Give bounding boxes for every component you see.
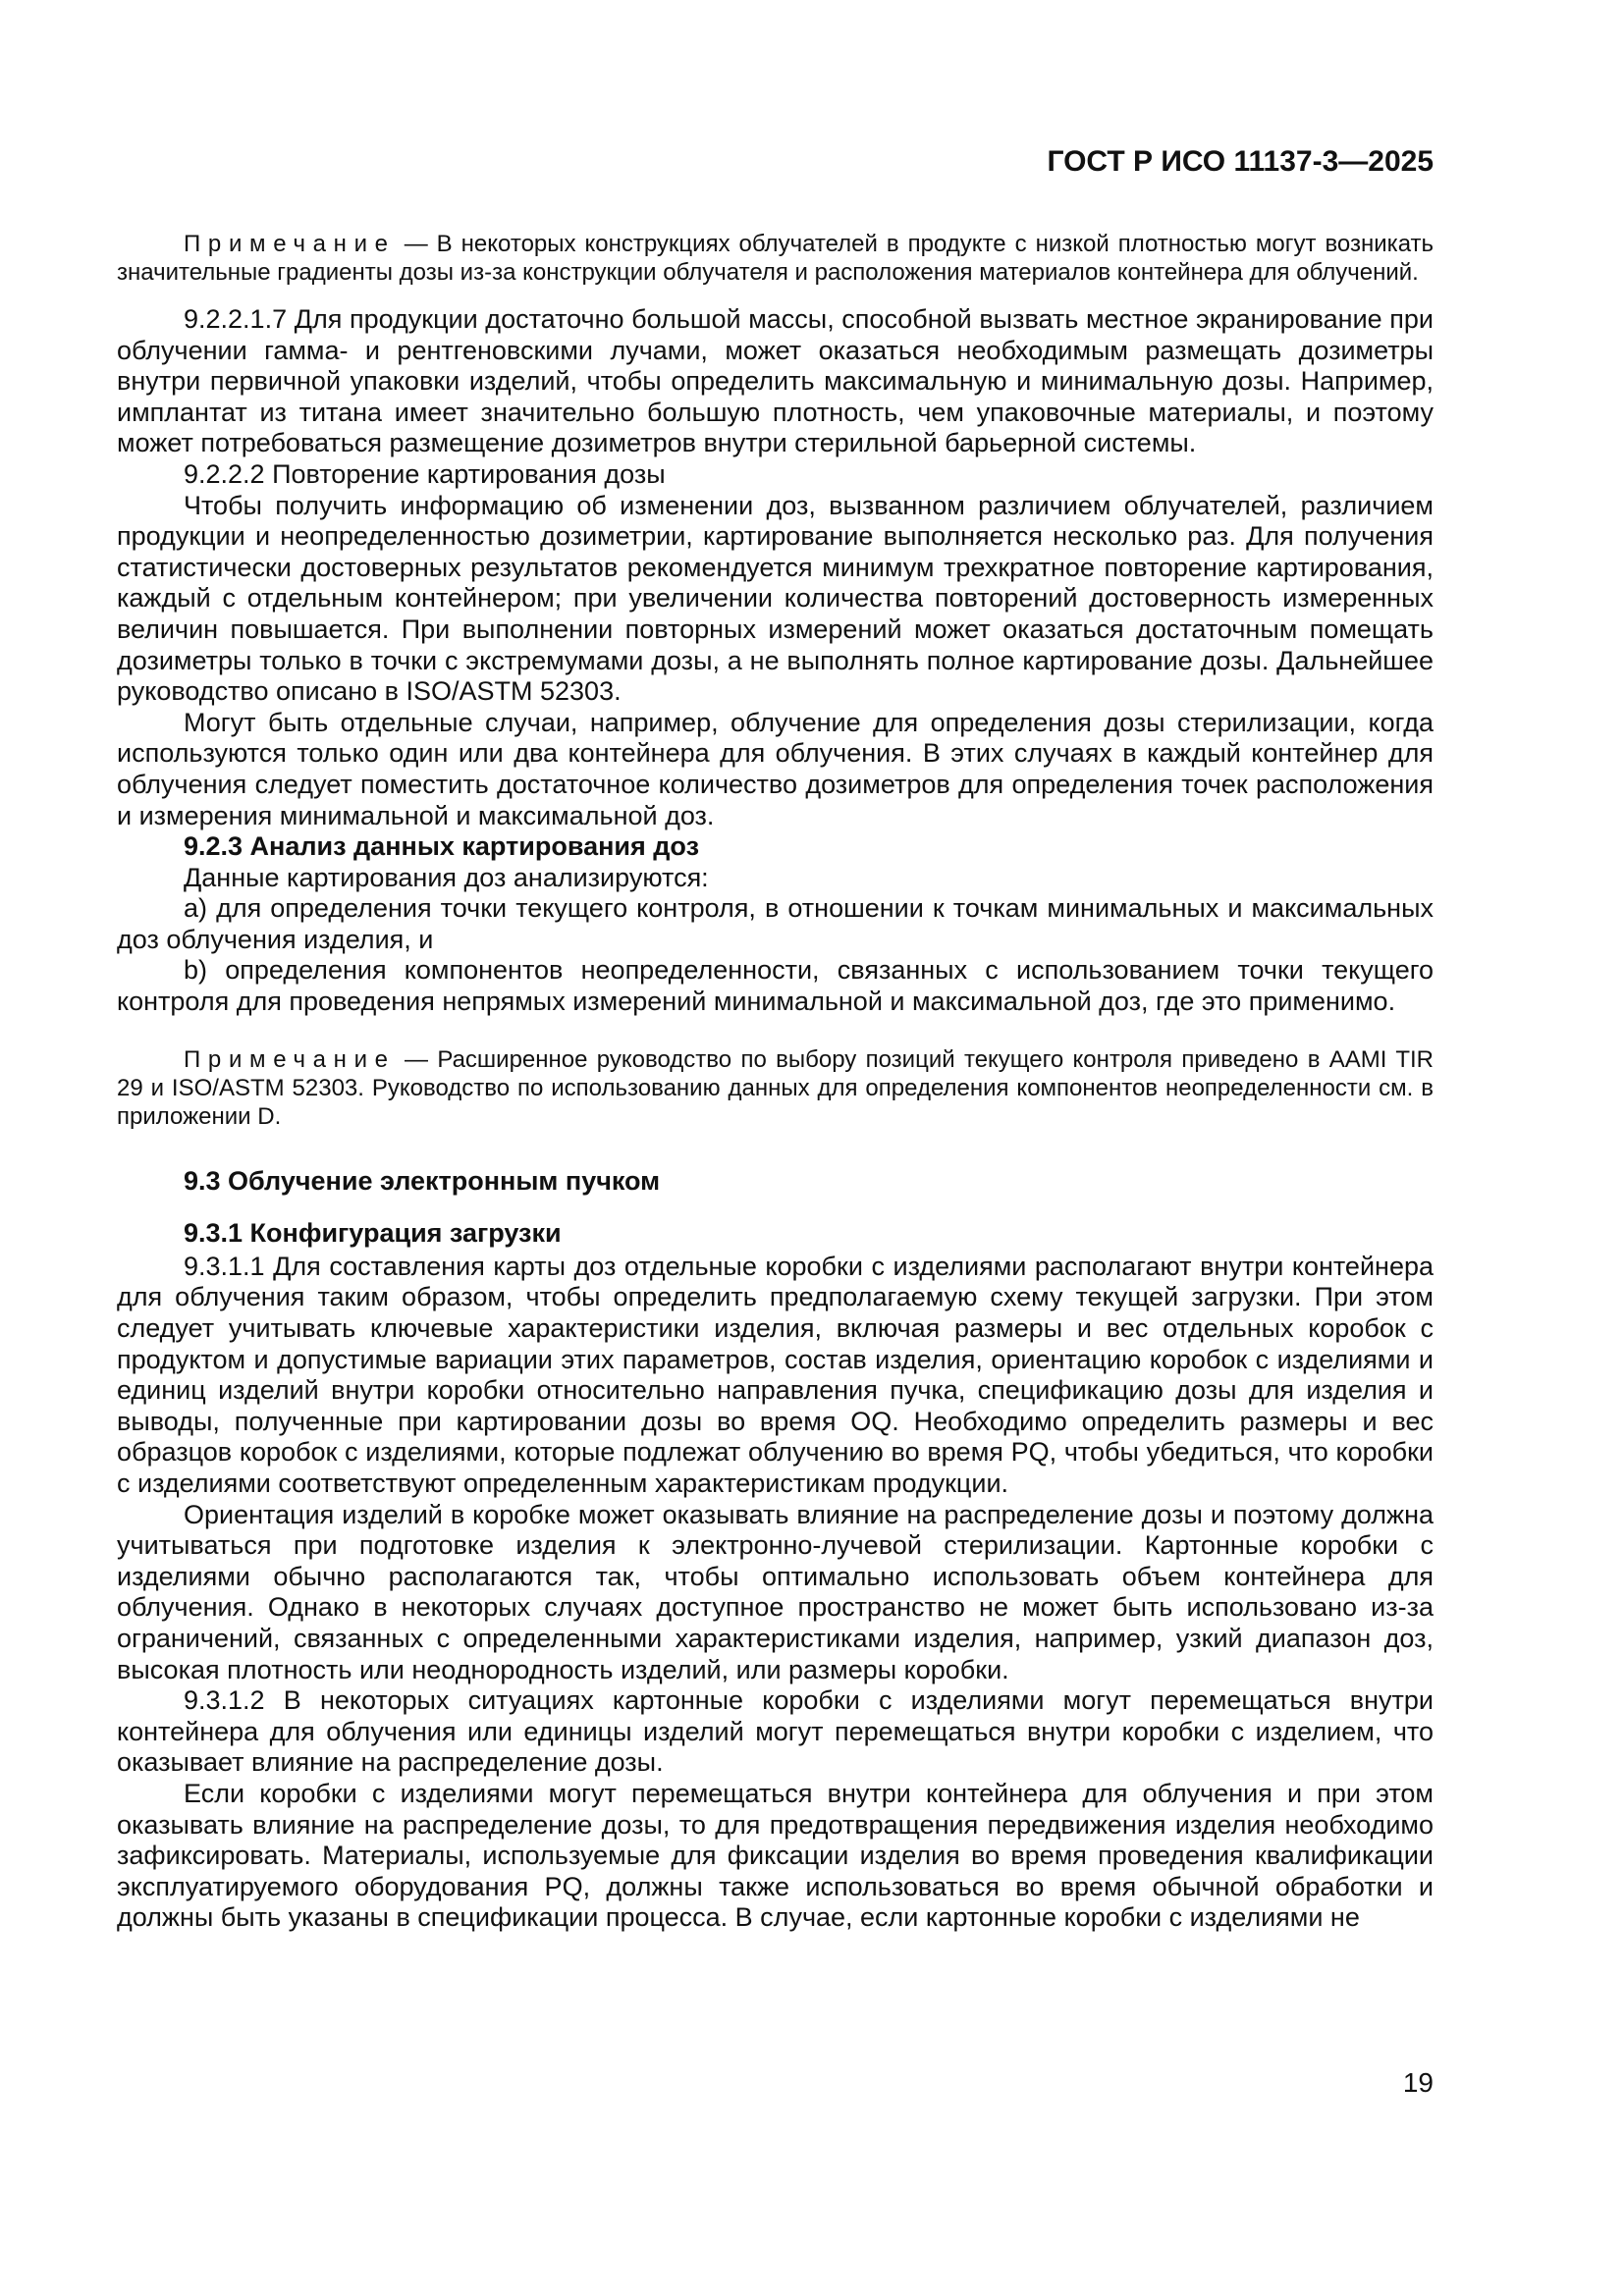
paragraph-repeat-mapping: Чтобы получить информацию об изменении доз, вызванном различием облучателей, различием продукции и неопределенностью дозиметрии, картирование выполняется несколько раз. Для получения статистически достоверных результатов рекомендуется минимум трехкратное повторение картирования, каждый с отдельным контейнером; при увеличении количества повторений достоверность измеренных величин повышается. При выполнении повторных измерений может оказаться достаточным помещать дозиметры только в точки с экстремумами дозы, а не выполнять полное картирование дозы. Дальнейшее руководство описано в ISO/ASTM 52303. [117,490,1434,707]
paragraph-data-analyzed: Данные картирования доз анализируются: [184,862,709,892]
paragraph-fixation: Если коробки с изделиями могут перемещаться внутри контейнера для облучения и при этом оказывать влияние на распределение дозы, то для предотвращения передвижения изделия необходимо зафиксировать. Материалы, используемые для фиксации изделия во время проведения квалификации эксплуатируемого оборудования PQ, должны также использоваться во время обычной обработки и должны быть указаны в спецификации процесса. В случае, если картонные коробки с изделиями не [117,1778,1434,1933]
paragraph-single-containers: Могут быть отдельные случаи, например, облучение для определения дозы стерилизации, когда используются только один или два контейнера для облучения. В этих случаях в каждый контейнер для облучения следует поместить достаточное количество дозиметров для определения точек расположения и измерения минимальной и максимальной доз. [117,707,1434,830]
paragraph-9-3-1-2: 9.3.1.2 В некоторых ситуациях картонные коробки с изделиями могут перемещаться внутри контейнера для облучения или единицы изделий могут перемещаться внутри коробки с изделием, что оказывает влияние на распределение дозы. [117,1685,1434,1778]
page-content [117,145,1434,1934]
page-number: 19 [1402,2067,1434,2098]
heading-9-3: 9.3 Облучение электронным пучком [184,1165,661,1196]
list-item-a: a) для определения точки текущего контроля, в отношении к точкам минимальных и максимальных доз облучения изделия, и [117,893,1434,954]
note-low-density [117,230,1434,287]
note-label: Примечание [184,1045,396,1073]
paragraph-9-2-2-1-7: 9.2.2.1.7 Для продукции достаточно большой массы, способной вызвать местное экранирование при облучении гамма- и рентгеновскими лучами, может оказаться необходимым размещать дозиметры внутри первичной упаковки изделий, чтобы определить максимальную и минимальную дозы. Например, имплантат из титана имеет значительно большую плотность, чем упаковочные материалы, и поэтому может потребоваться размещение дозиметров внутри стерильной барьерной системы. [117,304,1434,458]
paragraph-orientation: Ориентация изделий в коробке может оказывать влияние на распределение дозы и поэтому должна учитываться при подготовке изделия к электронно-лучевой стерилизации. Картонные коробки с изделиями обычно располагаются так, чтобы оптимально использовать объем контейнера для облучения. Однако в некоторых случаях доступное пространство не может быть использовано из-за ограничений, связанных с определенными характеристиками изделия, например, узкий диапазон доз, высокая плотность или неоднородность изделий, или размеры коробки. [117,1499,1434,1684]
heading-9-2-3: 9.2.3 Анализ данных картирования доз [184,831,699,862]
note-label: Примечание [184,231,396,257]
note-text: — В некоторых конструкциях облучателей в продукте с низкой плотностью могут возникать значительные градиенты дозы из-за конструкции облучателя и расположения материалов контейнера для облучений. [117,231,1435,286]
subclause-title-9-2-2-2: 9.2.2.2 Повторение картирования дозы [184,458,666,489]
running-header-doc-code: ГОСТ Р ИСО 11137-3—2025 [1047,145,1434,178]
paragraph-9-3-1-1: 9.3.1.1 Для составления карты доз отдельные коробки с изделиями располагают внутри контейнера для облучения таким образом, чтобы определить предполагаемую схему текущей загрузки. При этом следует учитывать ключевые характеристики изделия, включая размеры и вес отдельных коробок с продуктом и допустимые вариации этих параметров, состав изделия, ориентацию коробок с изделиями и единиц изделий внутри коробки относительно направления пучка, спецификацию дозы для изделия и выводы, полученные при картировании дозы во время OQ. Необходимо определить размеры и вес образцов коробок с изделиями, которые подлежат облучению во время PQ, чтобы убедиться, что коробки с изделиями соответствуют определенным характеристикам продукции. [117,1251,1434,1498]
note-guidance [117,1045,1434,1131]
heading-9-3-1: 9.3.1 Конфигурация загрузки [184,1218,562,1249]
note-text: — Расширенное руководство по выбору позиций текущего контроля приведено в AAMI TIR 29 и ISO/ASTM 52303. Руководство по использованию данных для определения компонентов неопределенности см. в приложении D. [117,1045,1434,1130]
list-item-b: b) определения компонентов неопределенности, связанных с использованием точки текущего контроля для проведения непрямых измерений минимальной и максимальной доз, где это применимо. [117,955,1434,1017]
